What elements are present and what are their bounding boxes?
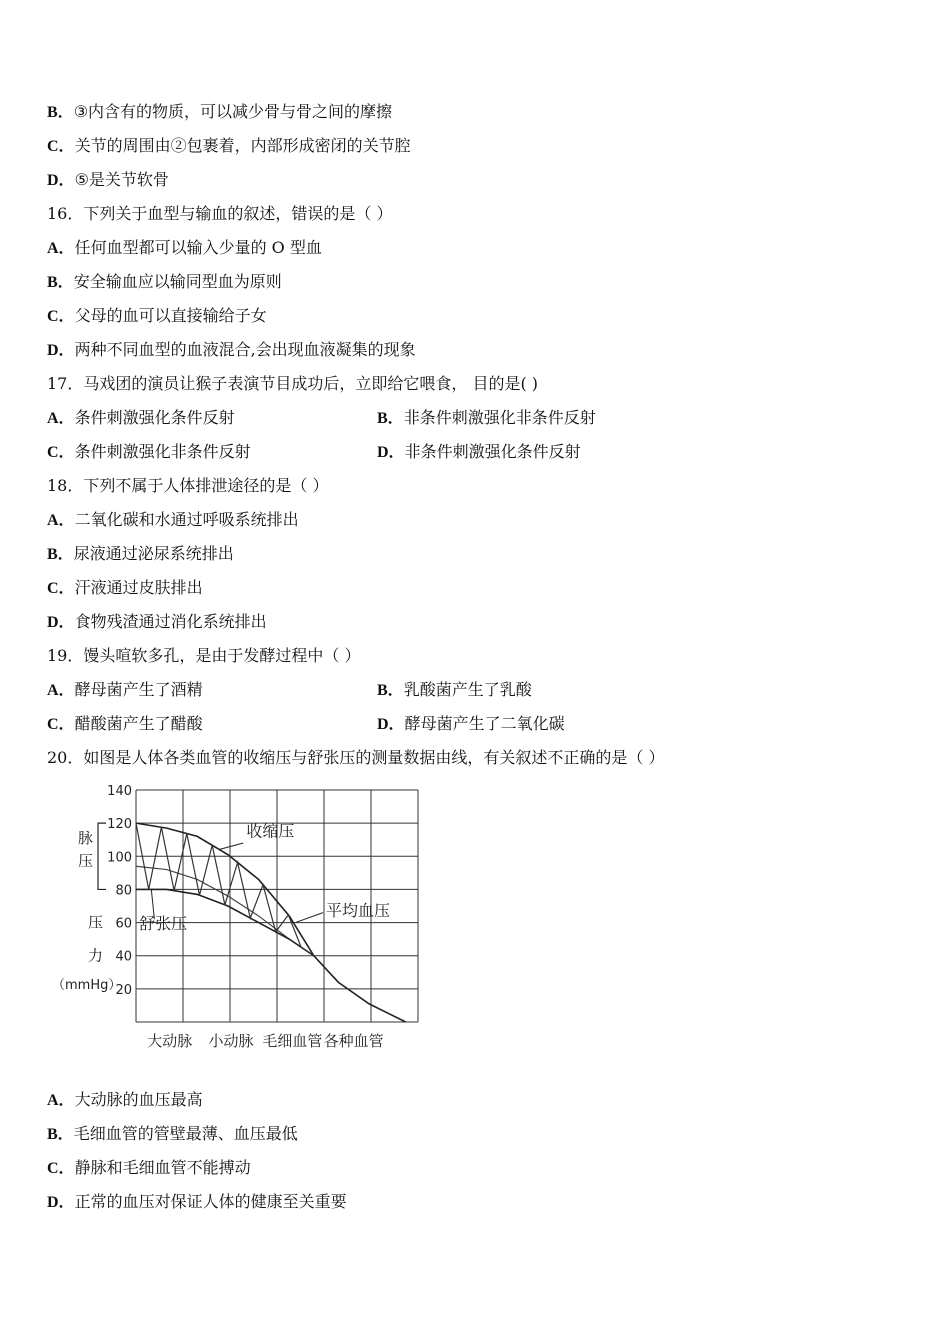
y-axis-label: 力 <box>88 946 104 965</box>
q20-option-c <box>47 1158 251 1179</box>
option-letter: C． <box>47 308 75 325</box>
option-letter: A． <box>47 410 75 427</box>
x-category-label: 各种血管 <box>323 1032 384 1050</box>
option-letter: C． <box>47 716 75 733</box>
annotation-systolic: 收缩压 <box>246 821 295 841</box>
x-category-label: 毛细血管 <box>262 1032 323 1050</box>
pulse-pressure-label: 压 <box>78 852 94 871</box>
option-text: 安全输血应以输同型血为原则 <box>73 272 282 291</box>
option-text: 静脉和毛细血管不能搏动 <box>74 1158 251 1177</box>
option-text: 二氧化碳和水通过呼吸系统排出 <box>74 510 299 529</box>
option-letter: C． <box>47 580 75 597</box>
y-tick-label: 100 <box>107 850 132 866</box>
q17-stem: 17．马戏团的演员让猴子表演节目成功后，立即给它喂食， 目的是( ) <box>47 374 539 393</box>
y-tick-label: 80 <box>115 883 132 899</box>
q19-option-d <box>377 714 565 735</box>
option-text: 尿液通过泌尿系统排出 <box>73 544 234 563</box>
q15-option-d <box>47 170 169 191</box>
option-text: 乳酸菌产生了乳酸 <box>403 680 532 699</box>
blood-pressure-chart-svg <box>48 780 448 1055</box>
option-text: 条件刺激强化条件反射 <box>74 408 235 427</box>
option-letter: D． <box>47 1194 75 1211</box>
q19-option-c <box>47 714 203 735</box>
option-letter: D． <box>47 614 75 631</box>
q20-stem: 20．如图是人体各类血管的收缩压与舒张压的测量数据由线，有关叙述不正确的是（ ） <box>47 748 665 767</box>
q18-stem: 18．下列不属于人体排泄途径的是（ ） <box>47 476 329 495</box>
q18-option-a <box>47 510 299 531</box>
option-text: 非条件刺激强化条件反射 <box>404 442 581 461</box>
pulse-pressure-brace <box>98 823 106 889</box>
q19-option-a <box>47 680 203 701</box>
option-letter: A． <box>47 512 75 529</box>
option-letter: C． <box>47 1160 75 1177</box>
option-letter: D． <box>47 342 75 359</box>
annotation-leader-mean <box>295 913 323 923</box>
q16-option-a <box>47 238 322 259</box>
option-letter: D． <box>377 716 405 733</box>
annotation-mean: 平均血压 <box>326 900 391 920</box>
option-text: ③内含有的物质，可以减少骨与骨之间的摩擦 <box>73 102 393 121</box>
option-letter: B． <box>47 546 74 563</box>
option-text: 非条件刺激强化非条件反射 <box>403 408 596 427</box>
q20-option-a <box>47 1090 203 1111</box>
y-tick-label: 140 <box>107 784 132 799</box>
x-category-label: 大动脉 <box>147 1032 193 1050</box>
q19-option-b <box>377 680 532 701</box>
q16-option-c <box>47 306 267 327</box>
q18-option-d <box>47 612 267 633</box>
q17-option-b <box>377 408 596 429</box>
q17-option-d <box>377 442 581 463</box>
option-text: 任何血型都可以输入少量的 O 型血 <box>74 238 322 257</box>
option-letter: A． <box>47 1092 75 1109</box>
q15-option-b <box>47 102 392 123</box>
option-text: 关节的周围由②包裹着，内部形成密闭的关节腔 <box>74 136 411 155</box>
option-text: 汗液通过皮肤排出 <box>74 578 203 597</box>
q17-option-c <box>47 442 251 463</box>
option-text: 大动脉的血压最高 <box>74 1090 203 1109</box>
option-letter: B． <box>377 682 404 699</box>
q20-option-d <box>47 1192 347 1213</box>
blood-pressure-chart <box>48 780 448 1055</box>
y-axis-unit-label: （mmHg） <box>52 977 122 993</box>
option-text: 毛细血管的管壁最薄、血压最低 <box>73 1124 298 1143</box>
option-letter: A． <box>47 682 75 699</box>
option-letter: B． <box>47 104 74 121</box>
option-letter: C． <box>47 138 75 155</box>
y-axis-label: 压 <box>88 913 104 932</box>
annotation-leader-systolic <box>219 843 244 850</box>
option-letter: D． <box>377 444 405 461</box>
q16-option-b <box>47 272 282 293</box>
y-tick-label: 40 <box>115 949 132 965</box>
option-text: 食物残渣通过消化系统排出 <box>74 612 267 631</box>
option-text: ⑤是关节软骨 <box>74 170 169 189</box>
option-text: 两种不同血型的血液混合,会出现血液凝集的现象 <box>74 340 416 359</box>
y-tick-label: 120 <box>107 817 132 833</box>
q18-option-c <box>47 578 203 599</box>
q20-option-b <box>47 1124 298 1145</box>
option-text: 条件刺激强化非条件反射 <box>74 442 251 461</box>
q18-option-b <box>47 544 234 565</box>
option-letter: D． <box>47 172 75 189</box>
option-text: 酵母菌产生了酒精 <box>74 680 203 699</box>
y-tick-label: 20 <box>115 982 132 998</box>
option-letter: C． <box>47 444 75 461</box>
option-letter: B． <box>47 1126 74 1143</box>
x-category-label: 小动脉 <box>208 1032 254 1050</box>
option-text: 酵母菌产生了二氧化碳 <box>404 714 565 733</box>
q17-option-a <box>47 408 235 429</box>
pulse-pressure-label: 脉 <box>78 829 94 848</box>
option-text: 父母的血可以直接输给子女 <box>74 306 267 325</box>
option-text: 正常的血压对保证人体的健康至关重要 <box>74 1192 347 1211</box>
q15-option-c <box>47 136 411 157</box>
annotation-diastolic: 舒张压 <box>139 914 188 934</box>
option-letter: B． <box>377 410 404 427</box>
q16-stem: 16．下列关于血型与输血的叙述，错误的是（ ） <box>47 204 393 223</box>
q16-option-d <box>47 340 416 361</box>
option-text: 醋酸菌产生了醋酸 <box>74 714 203 733</box>
option-letter: B． <box>47 274 74 291</box>
series-line-平均血压 <box>136 866 314 955</box>
y-tick-label: 60 <box>115 916 132 932</box>
q19-stem: 19．馒头喧软多孔，是由于发酵过程中（ ） <box>47 646 361 665</box>
option-letter: A． <box>47 240 75 257</box>
